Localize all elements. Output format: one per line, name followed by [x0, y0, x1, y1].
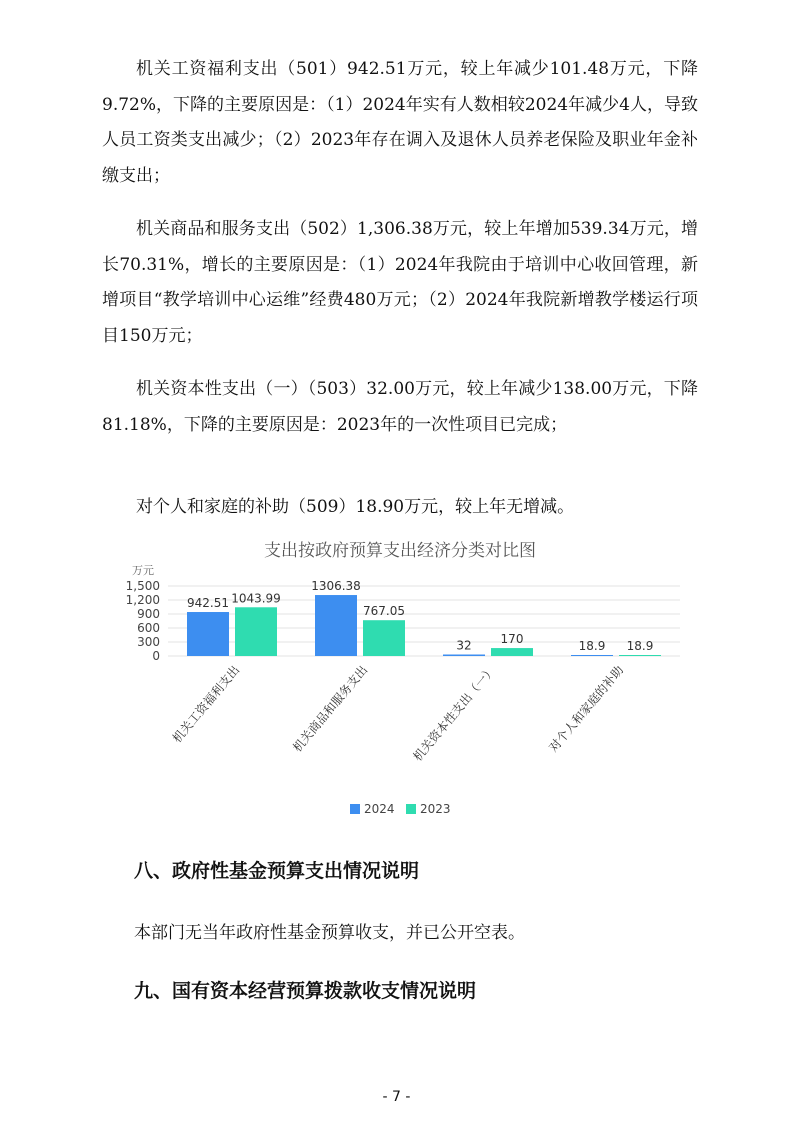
bar-2023 — [235, 607, 277, 656]
legend-label-2023: 2023 — [420, 802, 451, 816]
data-label: 767.05 — [363, 604, 405, 619]
paragraph-wage-expense: 机关工资福利支出（501）942.51万元，较上年减少101.48万元，下降9.72%，下降的主要原因是：（1）2024年实有人数相较2024年减少4人，导致人员工资类支出减少；（2）2023年存在调入及退休人员养老保险及职业年金补缴支出； — [102, 59, 698, 186]
x-category-label: 机关资本性支出（一） — [410, 662, 499, 764]
y-tick-label: 1,500 — [125, 579, 160, 593]
data-label: 942.51 — [187, 596, 229, 611]
data-label: 18.9 — [626, 639, 654, 653]
y-tick-label: 0 — [152, 649, 160, 663]
data-label: 32 — [456, 638, 472, 653]
bar-2024 — [187, 612, 229, 656]
section-9-heading: 九、国有资本经营预算拨款收支情况说明 — [134, 980, 477, 1002]
data-label: 18.9 — [578, 639, 606, 653]
bar-2024 — [443, 655, 485, 656]
data-label: 170 — [500, 632, 524, 647]
y-tick-label: 900 — [137, 607, 160, 621]
legend-swatch-2023 — [406, 804, 416, 814]
expense-comparison-chart — [110, 530, 690, 830]
x-category-label: 对个人和家庭的补助 — [546, 662, 627, 755]
bar-2024 — [315, 595, 357, 656]
paragraph-household-subsidy: 对个人和家庭的补助（509）18.90万元，较上年无增减。 — [136, 497, 575, 517]
y-tick-label: 1,200 — [125, 593, 160, 607]
x-category-label: 机关工资福利支出 — [169, 662, 243, 746]
x-category-label: 机关商品和服务支出 — [290, 662, 371, 755]
y-tick-label: 600 — [137, 621, 160, 635]
legend-label-2024: 2024 — [364, 802, 395, 816]
bar-2024 — [571, 655, 613, 656]
y-axis-unit-label: 万元 — [132, 564, 154, 577]
bar-2023 — [491, 648, 533, 656]
section-8-heading: 八、政府性基金预算支出情况说明 — [134, 860, 420, 882]
data-label: 1043.99 — [231, 591, 281, 606]
bar-2023 — [619, 655, 661, 656]
data-label: 1306.38 — [311, 579, 361, 594]
section-8-text: 本部门无当年政府性基金预算收支，并已公开空表。 — [134, 923, 525, 943]
legend-swatch-2024 — [350, 804, 360, 814]
chart-title: 支出按政府预算支出经济分类对比图 — [264, 541, 536, 561]
page-number: - 7 - — [382, 1089, 411, 1105]
paragraph-capital-expense: 机关资本性支出（一）（503）32.00万元，较上年减少138.00万元，下降81.18%，下降的主要原因是：2023年的一次性项目已完成； — [102, 379, 698, 435]
paragraph-goods-services-expense: 机关商品和服务支出（502）1,306.38万元，较上年增加539.34万元，增长70.31%，增长的主要原因是：（1）2024年我院由于培训中心收回管理，新增项目“教学培训中心运维”经费480万元；（2）2024年我院新增教学楼运行项目150万元； — [102, 219, 698, 346]
bar-2023 — [363, 620, 405, 656]
y-tick-label: 300 — [137, 635, 160, 649]
